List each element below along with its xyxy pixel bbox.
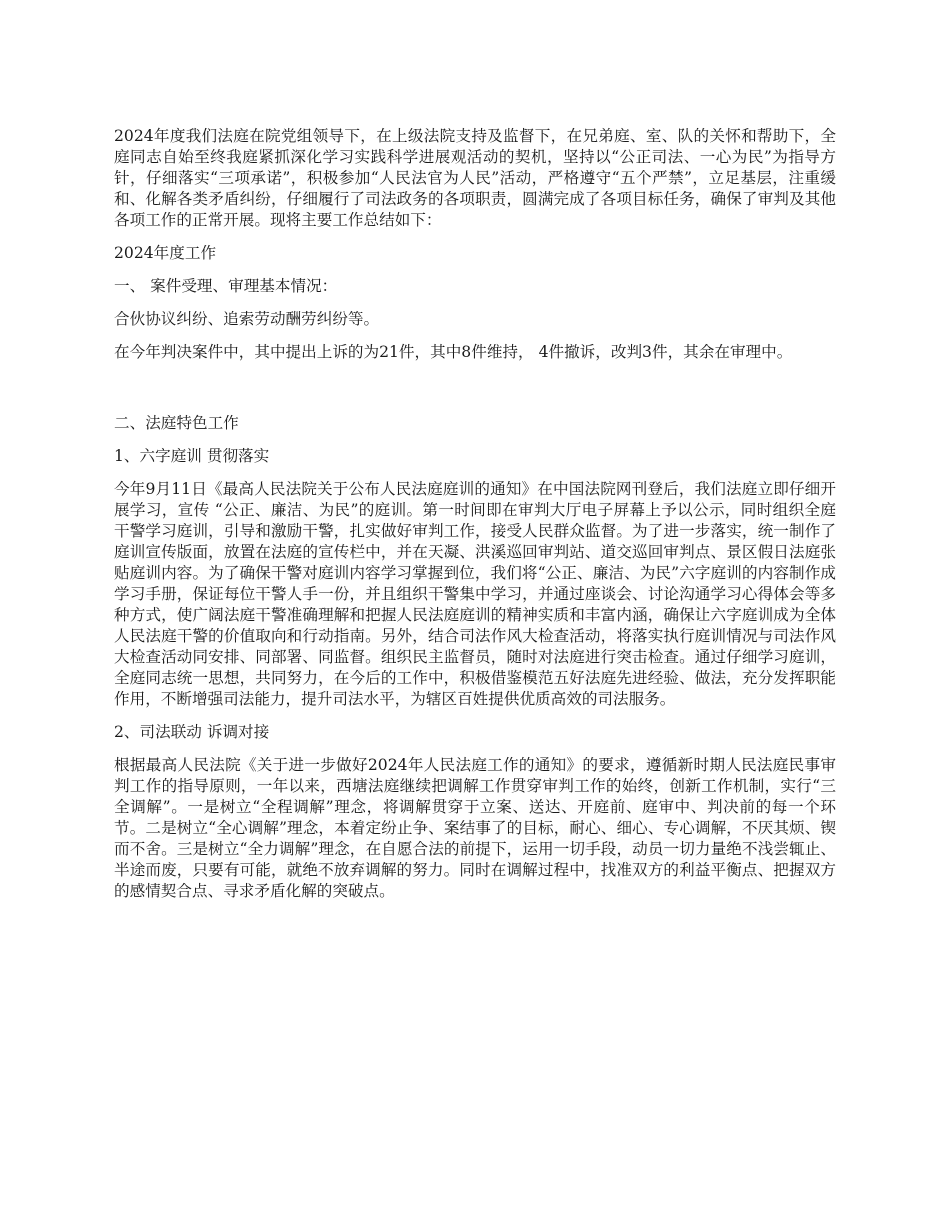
document-page bbox=[114, 126, 836, 914]
section1-paragraph-2: 在今年判决案件中，其中提出上诉的为21件，其中8件维持， 4件撤诉，改判3件，其余在审理中。 bbox=[114, 343, 793, 361]
subsection1-body: 今年9月11日《最高人民法院关于公布人民法庭庭训的通知》在中国法院网刊登后，我们法庭立即仔细开展学习，宣传 “公正、廉洁、为民”的庭训。第一时间即在审判大厅电子屏幕上予以公示，同时组织全庭干警学习庭训，引导和激励干警，扎实做好审判工作，接受人民群众监督。为了进一步落实，统一制作了庭训宣传版面，放置在法庭的宣传栏中，并在天凝、洪溪巡回审判站、道交巡回审判点、景区假日法庭张贴庭训内容。为了确保干警对庭训内容学习掌握到位，我们将“公正、廉洁、为民”六字庭训的内容制作成学习手册，保证每位干警人手一份，并且组织干警集中学习，并通过座谈会、讨论沟通学习心得体会等多种方式，使广阔法庭干警准确理解和把握人民法庭庭训的精神实质和丰富内涵，确保让六字庭训成为全体人民法庭干警的价值取向和行动指南。另外，结合司法作风大检查活动，将落实执行庭训情况与司法作风大检查活动同安排、同部署、同监督。组织民主监督员，随时对法庭进行突击检查。通过仔细学习庭训，全庭同志统一思想，共同努力，在今后的工作中，积极借鉴模范五好法庭先进经验、做法，充分发挥职能作用，不断增强司法能力，提升司法水平，为辖区百姓提供优质高效的司法服务。 bbox=[114, 480, 836, 708]
intro-paragraph: 2024年度我们法庭在院党组领导下，在上级法院支持及监督下，在兄弟庭、室、队的关怀和帮助下，全庭同志自始至终我庭紧抓深化学习实践科学进展观活动的契机，坚持以“公正司法、一心为民”为指导方针，仔细落实“三项承诺”，积极参加“人民法官为人民”活动，严格遵守“五个严禁”，立足基层，注重缓和、化解各类矛盾纠纷，仔细履行了司法政务的各项职责，圆满完成了各项目标任务，确保了审判及其他各项工作的正常开展。现将主要工作总结如下： bbox=[114, 127, 836, 229]
section1-heading: 一、 案件受理、审理基本情况： bbox=[114, 277, 338, 295]
section1-paragraph-1: 合伙协议纠纷、追索劳动酬劳纠纷等。 bbox=[114, 310, 380, 328]
subsection2-body: 根据最高人民法院《关于进一步做好2024年人民法庭工作的通知》的要求，遵循新时期人民法庭民事审判工作的指导原则，一年以来，西塘法庭继续把调解工作贯穿审判工作的始终，创新工作机制，实行“三全调解”。一是树立“全程调解”理念，将调解贯穿于立案、送达、开庭前、庭审中、判决前的每一个环节。二是树立“全心调解”理念，本着定纷止争、案结事了的目标，耐心、细心、专心调解，不厌其烦、锲而不舍。三是树立“全力调解”理念，在自愿合法的前提下，运用一切手段，动员一切力量绝不浅尝辄止、半途而废，只要有可能，就绝不放弃调解的努力。同时在调解过程中，找准双方的利益平衡点、把握双方的感情契合点、寻求矛盾化解的突破点。 bbox=[114, 756, 836, 900]
section2-heading: 二、法庭特色工作 bbox=[114, 414, 239, 432]
year-heading: 2024年度工作 bbox=[114, 244, 217, 262]
subsection2-heading: 2、司法联动 诉调对接 bbox=[114, 723, 270, 741]
section-spacer bbox=[114, 375, 836, 413]
subsection1-heading: 1、六字庭训 贯彻落实 bbox=[114, 447, 270, 465]
